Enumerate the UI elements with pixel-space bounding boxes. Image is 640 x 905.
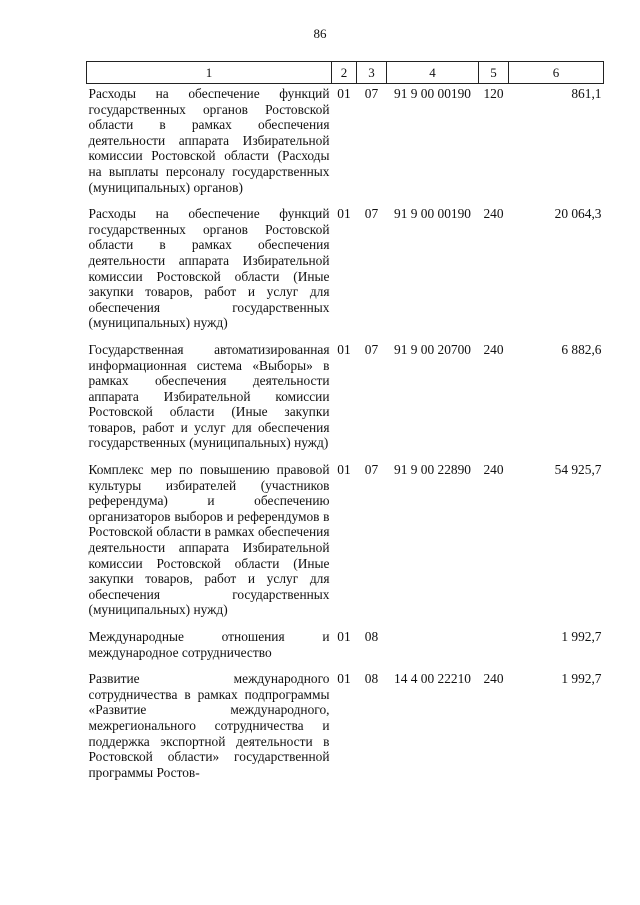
row-amount: 20 064,3 bbox=[554, 206, 602, 222]
row-expense-type: 120 bbox=[483, 86, 504, 101]
table-header-row bbox=[87, 62, 604, 84]
row-description: Комплекс мер по повышению правовой культуры избирателей (участников референдума) и обеспечению организаторов выборов и референдумов в Ростовской области в рамках обеспечения деятельности аппарата Избирательной комиссии Ростовской области (Иные закупки товаров, работ и услуг для обеспечения государственных (муниципальных) нужд) bbox=[88, 462, 330, 618]
header-col-6: 6 bbox=[509, 62, 604, 84]
table-row bbox=[87, 627, 604, 669]
budget-table bbox=[86, 61, 604, 789]
row-description: Расходы на обеспечение функций государственных органов Ростовской области в рамках обеспечения деятельности аппарата Избирательной комиссии Ростовской области (Иные закупки товаров, работ и услуг для обеспечения государственных (муниципальных) нужд) bbox=[88, 206, 330, 331]
table-row bbox=[87, 669, 604, 789]
row-section: 01 bbox=[337, 671, 351, 687]
header-col-3: 3 bbox=[357, 62, 387, 84]
row-subsection: 07 bbox=[364, 341, 379, 357]
row-subsection: 07 bbox=[364, 462, 379, 478]
row-amount: 6 882,6 bbox=[561, 341, 602, 357]
row-subsection: 07 bbox=[364, 86, 379, 101]
row-target-article bbox=[387, 627, 479, 669]
row-description: Расходы на обеспечение функций государственных органов Ростовской области в рамках обеспечения деятельности аппарата Избирательной комиссии Ростовской области (Расходы на выплаты персоналу государственных (муниципальных) органов) bbox=[88, 86, 330, 195]
row-target-article: 91 9 00 00190 bbox=[394, 206, 471, 222]
row-amount: 1 992,7 bbox=[561, 671, 602, 687]
table-row bbox=[87, 340, 604, 460]
table-row bbox=[87, 84, 604, 205]
table-row bbox=[87, 460, 604, 627]
row-amount: 1 992,7 bbox=[561, 629, 602, 644]
table-row bbox=[87, 204, 604, 340]
row-expense-type: 240 bbox=[483, 462, 504, 478]
row-section: 01 bbox=[337, 462, 351, 478]
row-target-article: 91 9 00 00190 bbox=[394, 86, 471, 101]
row-target-article: 14 4 00 22210 bbox=[394, 671, 471, 687]
row-section: 01 bbox=[337, 86, 351, 101]
row-description: Государственная автоматизированная информационная система «Выборы» в рамках обеспечения деятельности аппарата Избирательной комиссии Ростовской области (Иные закупки товаров, работ и услуг для обеспечения государственных (муниципальных) нужд) bbox=[88, 341, 330, 451]
header-col-5: 5 bbox=[479, 62, 509, 84]
row-target-article: 91 9 00 20700 bbox=[394, 341, 471, 357]
row-description: Международные отношения и международное сотрудничество bbox=[88, 629, 330, 660]
row-expense-type bbox=[479, 627, 509, 669]
row-section: 01 bbox=[337, 341, 351, 357]
row-subsection: 08 bbox=[364, 629, 379, 644]
row-expense-type: 240 bbox=[483, 341, 504, 357]
row-expense-type: 240 bbox=[483, 206, 504, 222]
row-amount: 861,1 bbox=[571, 86, 602, 101]
header-col-4: 4 bbox=[387, 62, 479, 84]
row-amount: 54 925,7 bbox=[554, 462, 602, 478]
header-col-2: 2 bbox=[332, 62, 357, 84]
row-target-article: 91 9 00 22890 bbox=[394, 462, 471, 478]
header-col-1: 1 bbox=[87, 62, 332, 84]
row-description: Развитие международного сотрудничества в рамках подпрограммы «Развитие международного, межрегионального сотрудничества и поддержка экспортной деятельности в Ростовской области» государственной программы Ростов- bbox=[88, 671, 330, 780]
row-section: 01 bbox=[337, 206, 351, 222]
row-subsection: 08 bbox=[364, 671, 379, 687]
row-section: 01 bbox=[337, 629, 351, 644]
row-subsection: 07 bbox=[364, 206, 379, 222]
row-expense-type: 240 bbox=[483, 671, 504, 687]
page-number: 86 bbox=[313, 26, 327, 41]
